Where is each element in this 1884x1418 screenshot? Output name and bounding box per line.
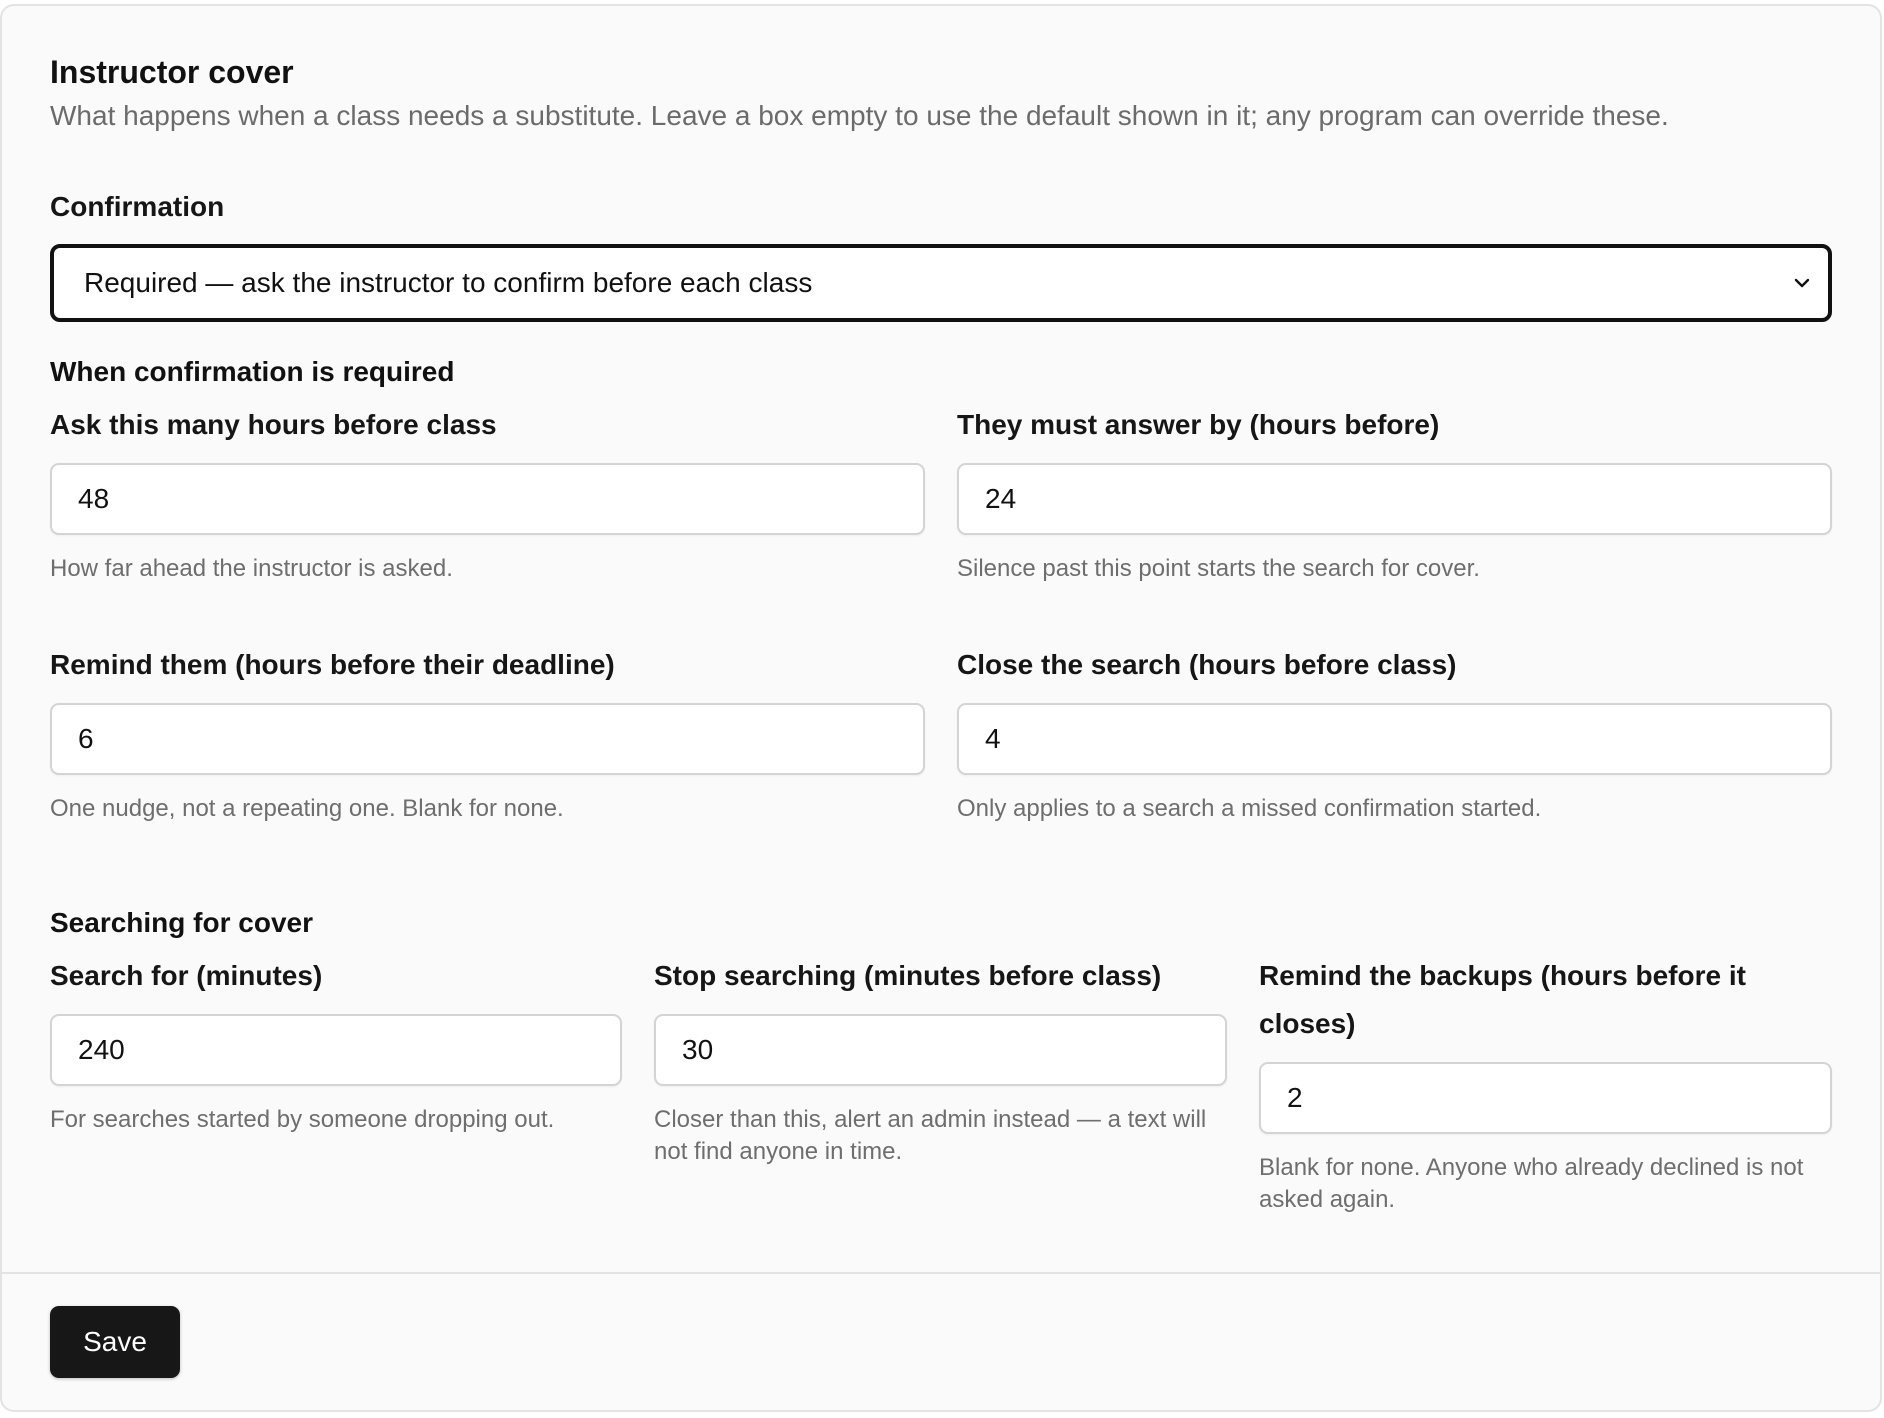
settings-card — [0, 4, 1882, 1412]
stop-searching-input[interactable]: 30 — [654, 1014, 1227, 1086]
stop-searching-hint: Closer than this, alert an admin instead — a text will not find anyone in time. — [654, 1106, 1207, 1165]
save-button[interactable]: Save — [50, 1306, 180, 1378]
remind-them-field — [50, 641, 925, 825]
card-footer — [2, 1272, 1880, 1410]
answer-by-input[interactable]: 24 — [957, 463, 1832, 535]
confirmation-select-value: Required — ask the instructor to confirm before each class — [84, 267, 813, 298]
when-required-heading: When confirmation is required — [50, 356, 455, 387]
remind-backups-label: Remind the backups (hours before it closes) — [1259, 960, 1746, 1039]
answer-by-field — [957, 401, 1832, 585]
search-for-field — [50, 952, 622, 1216]
settings-body — [2, 6, 1880, 1216]
stop-searching-field — [654, 952, 1227, 1216]
close-search-field — [957, 641, 1832, 825]
answer-by-label: They must answer by (hours before) — [957, 409, 1440, 440]
close-search-hint: Only applies to a search a missed confirmation started. — [957, 795, 1542, 822]
ask-hours-hint: How far ahead the instructor is asked. — [50, 555, 453, 582]
confirmation-select[interactable] — [50, 244, 1832, 322]
remind-backups-field — [1259, 952, 1832, 1216]
close-search-input[interactable]: 4 — [957, 703, 1832, 775]
chevron-down-icon — [1790, 271, 1814, 295]
confirmation-label: Confirmation — [50, 191, 225, 222]
section-subtitle: What happens when a class needs a substitute. Leave a box empty to use the default shown in it; any program can override these. — [50, 100, 1669, 131]
remind-them-input[interactable]: 6 — [50, 703, 925, 775]
remind-them-label: Remind them (hours before their deadline) — [50, 649, 615, 680]
when-required-row-2 — [50, 641, 1832, 825]
close-search-label: Close the search (hours before class) — [957, 649, 1457, 680]
search-for-hint: For searches started by someone dropping out. — [50, 1106, 555, 1133]
ask-hours-input[interactable]: 48 — [50, 463, 925, 535]
remind-backups-hint: Blank for none. Anyone who already declined is not asked again. — [1259, 1154, 1804, 1213]
remind-backups-input[interactable]: 2 — [1259, 1062, 1832, 1134]
when-required-row-1 — [50, 401, 1832, 585]
ask-hours-label: Ask this many hours before class — [50, 409, 497, 440]
searching-heading: Searching for cover — [50, 907, 313, 938]
searching-row — [50, 952, 1832, 1216]
ask-hours-field — [50, 401, 925, 585]
section-title: Instructor cover — [50, 54, 294, 90]
remind-them-hint: One nudge, not a repeating one. Blank for none. — [50, 795, 564, 822]
search-for-label: Search for (minutes) — [50, 960, 323, 991]
stop-searching-label: Stop searching (minutes before class) — [654, 960, 1162, 991]
search-for-input[interactable]: 240 — [50, 1014, 622, 1086]
answer-by-hint: Silence past this point starts the search for cover. — [957, 555, 1480, 582]
